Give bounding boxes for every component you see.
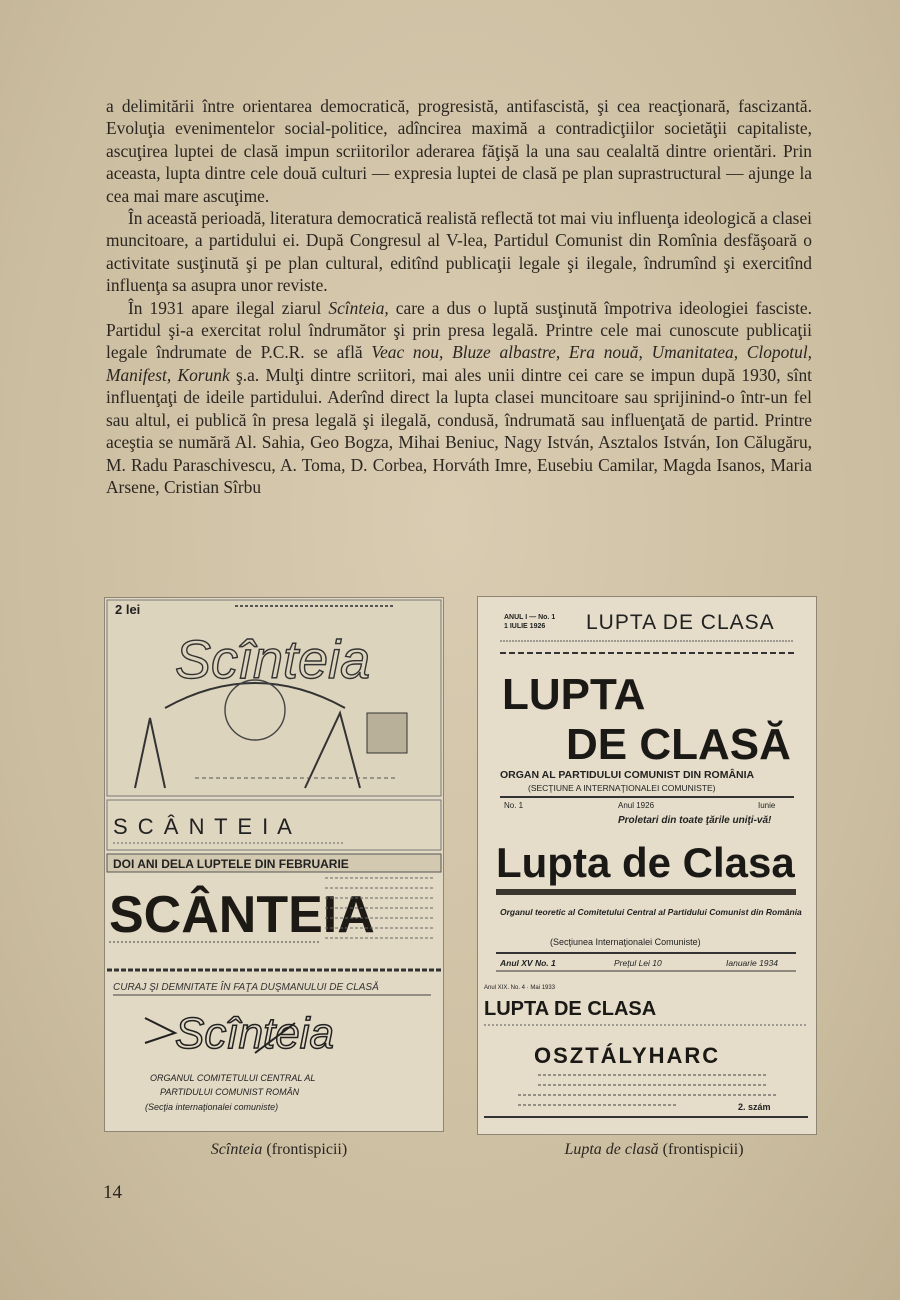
svg-text:2 lei: 2 lei	[115, 602, 141, 617]
svg-text:Scînteia: Scînteia	[175, 1009, 334, 1058]
svg-text:Organul teoretic al Comitetulu: Organul teoretic al Comitetului Central al Partidului Comunist din România	[500, 907, 802, 917]
svg-text:(Secţia internaţionalei comuni: (Secţia internaţionalei comuniste)	[145, 1102, 279, 1112]
body-text	[106, 95, 812, 498]
svg-text:Scînteia: Scînteia	[175, 630, 371, 690]
svg-text:LUPTA: LUPTA	[502, 670, 646, 719]
svg-text:DOI ANI DELA LUPTELE DIN FEBRU: DOI ANI DELA LUPTELE DIN FEBRUARIE	[113, 857, 349, 871]
svg-text:SCÂNTEIA: SCÂNTEIA	[109, 886, 375, 944]
svg-text:(SECŢIUNE A INTERNAŢIONALEI CO: (SECŢIUNE A INTERNAŢIONALEI COMUNISTE)	[528, 783, 716, 793]
svg-text:DE CLASĂ: DE CLASĂ	[566, 720, 791, 769]
svg-text:Lupta de Clasa: Lupta de Clasa	[496, 839, 795, 886]
figure-scinteia-frontispieces	[104, 597, 444, 1132]
page-number: 14	[103, 1182, 122, 1203]
svg-text:ORGANUL COMITETULUI CENTRAL AL: ORGANUL COMITETULUI CENTRAL AL	[150, 1073, 316, 1083]
svg-text:ORGAN AL PARTIDULUI COMUNIST D: ORGAN AL PARTIDULUI COMUNIST DIN ROMÂNIA	[500, 769, 755, 781]
svg-text:Anul 1926: Anul 1926	[618, 801, 655, 810]
caption-scinteia: Scînteia (frontispicii)	[210, 1141, 348, 1158]
svg-text:2. szám: 2. szám	[738, 1102, 771, 1112]
svg-text:Iunie: Iunie	[758, 801, 776, 810]
caption-lupta-de-clasa: Lupta de clasă (frontispicii)	[564, 1141, 744, 1158]
svg-text:CURAJ ŞI DEMNITATE ÎN FAŢA DUŞ: CURAJ ŞI DEMNITATE ÎN FAŢA DUŞMANULUI DE CLASĂ	[113, 982, 379, 993]
svg-text:Ianuarie 1934: Ianuarie 1934	[726, 958, 778, 968]
svg-text:Preţul Lei 10: Preţul Lei 10	[614, 958, 662, 968]
svg-text:ANUL I — No. 1: ANUL I — No. 1	[504, 614, 556, 621]
paragraph-3: În 1931 apare ilegal ziarul Scînteia, care a dus o luptă susţinută împotriva ideologiei fasciste. Partidul şi-a exercitat rolul îndrumător şi prin presa legală. Printre cele mai cunoscute publicaţii legale îndrumate de P.C.R. se află Veac nou, Bluze albastre, Era nouă, Umanitatea, Clopotul, Manifest, Korunk ş.a. Mulţi dintre scriitori, mai ales unii dintre cei care se impun după 1930, sînt influenţaţi de ideile partidului. Aderînd direct la lupta clasei muncitoare sau sprijinind-o într-un fel sau altul, ei publică în presa legală şi ilegală, condusă, îndrumată sau influenţată de partid. Printre aceştia se numără Al. Sahia, Geo Bogza, Mihai Beniuc, Nagy István, Asztalos István, Ion Călugăru, M. Radu Paraschivescu, A. Toma, D. Corbea, Horváth Imre, Eusebiu Camilar, Magda Isanos, Maria Arsene, Cristian Sîrbu	[106, 297, 813, 497]
paragraph-2: În această perioadă, literatura democratică realistă reflectă tot mai viu influenţa ideologică a clasei muncitoare, a partidului ei. După Congresul al V-lea, Partidul Comunist din Romînia desfăşoară o activitate susţinută şi pe plan cultural, editînd publicaţii legale şi ilegale, îndrumînd şi exercitînd influenţa sa asupra unor reviste.	[106, 208, 812, 296]
svg-text:LUPTA DE CLASA: LUPTA DE CLASA	[484, 998, 657, 1020]
svg-text:OSZTÁLYHARC: OSZTÁLYHARC	[534, 1043, 721, 1068]
svg-text:No. 1: No. 1	[504, 801, 524, 810]
svg-text:Anul XIX. No. 4 · Mai 1933: Anul XIX. No. 4 · Mai 1933	[484, 985, 556, 991]
svg-text:Anul XV No. 1: Anul XV No. 1	[500, 958, 556, 968]
svg-text:(Secţiunea Internaţionalei Com: (Secţiunea Internaţionalei Comuniste)	[550, 937, 701, 947]
svg-text:S C Â N T E I A: S C Â N T E I A	[113, 814, 294, 839]
paragraph-1: a delimitării între orientarea democratică, progresistă, antifascistă, şi cea reacţionară, fascizantă. Evoluţia evenimentelor social-politice, adîncirea maximă a contradicţiilor societăţii capitaliste, ascuţirea luptei de clasă impun scriitorilor aderarea făţişă la una sau cealaltă dintre orientări. Prin aceasta, lupta dintre cele două culturi — expresia luptei de clasă pe plan suprastructural — ajunge la cea mai mare ascuţime.	[106, 96, 812, 206]
svg-text:Proletari din toate ţările uni: Proletari din toate ţările uniţi-vă!	[618, 815, 772, 826]
svg-text:1 IULIE 1926: 1 IULIE 1926	[504, 623, 546, 630]
svg-text:PARTIDULUI COMUNIST ROMÂN: PARTIDULUI COMUNIST ROMÂN	[160, 1087, 300, 1097]
lupta-de-clasa-frontispiece-collage	[478, 597, 816, 1134]
figure-lupta-de-clasa-frontispieces	[477, 596, 817, 1135]
svg-text:LUPTA DE CLASA: LUPTA DE CLASA	[586, 611, 775, 634]
scinteia-frontispiece-collage	[105, 598, 443, 1131]
